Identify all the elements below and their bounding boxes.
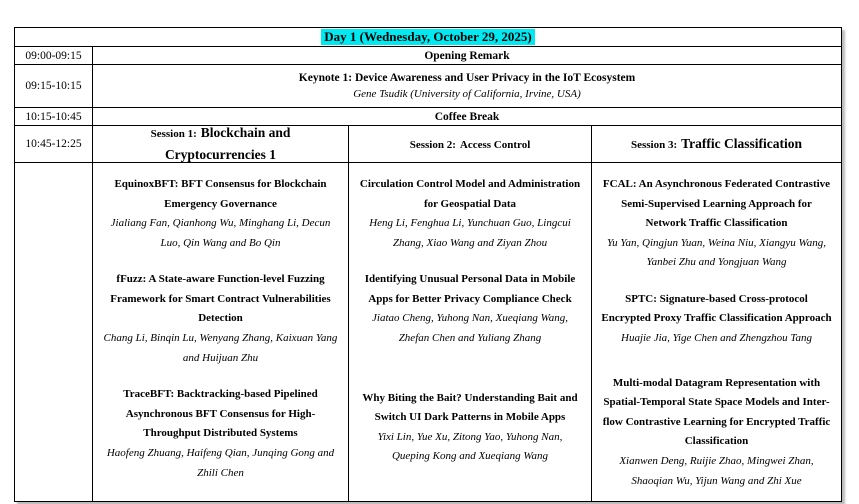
paper-title: FCAL: An Asynchronous Federated Contrastive Semi-Supervised Learning Approach for Network Traffic Classification <box>602 178 831 230</box>
papers-time-empty-cell <box>15 163 93 501</box>
keynote-cell <box>93 65 841 107</box>
time-keynote: 09:15-10:15 <box>15 65 93 107</box>
session-2-header <box>349 126 592 162</box>
day-header-label: Day 1 (Wednesday, October 29, 2025) <box>324 29 532 44</box>
paper <box>601 290 832 349</box>
paper-authors: Huajie Jia, Yige Chen and Zhengzhou Tang <box>621 332 812 345</box>
paper <box>358 270 582 348</box>
paper <box>601 175 832 273</box>
session-3-topic: Traffic Classification <box>681 136 802 152</box>
paper <box>102 270 339 368</box>
session-1-papers-column <box>93 163 349 501</box>
paper <box>601 374 832 491</box>
paper <box>358 175 582 253</box>
coffee-break-title: Coffee Break <box>434 110 500 123</box>
session-2-topic: Access Control <box>459 139 531 152</box>
paper-authors: Jiatao Cheng, Yuhong Nan, Xueqiang Wang, Zhefan Chen and Yuliang Zhang <box>372 312 568 345</box>
session-3-prefix: Session 3: <box>630 139 678 152</box>
time-opening-remark: 09:00-09:15 <box>15 47 93 64</box>
keynote-title: Keynote 1: Device Awareness and User Privacy in the IoT Ecosystem <box>298 71 636 84</box>
paper-title: Multi-modal Datagram Representation with Spatial-Temporal State Space Models and Inter-flow Contrastive Learning for Encrypted Traffic Classification <box>602 376 831 448</box>
paper-authors: Xianwen Deng, Ruijie Zhao, Mingwei Zhan, Shaoqian Wu, Yijun Wang and Zhi Xue <box>619 454 814 487</box>
paper-title: EquinoxBFT: BFT Consensus for Blockchain Emergency Governance <box>114 178 327 210</box>
day-header-highlight <box>321 29 534 45</box>
paper-authors: Yu Yan, Qingjun Yuan, Weina Niu, Xiangyu Wang, Yanbei Zhu and Yongjuan Wang <box>607 236 826 269</box>
papers-row <box>15 163 841 501</box>
keynote-speaker: Gene Tsudik (University of California, Irvine, USA) <box>353 88 581 101</box>
paper-authors: Heng Li, Fenghua Li, Yunchuan Guo, Lingcui Zhang, Xiao Wang and Ziyan Zhou <box>369 217 571 249</box>
paper-title: fFuzz: A State-aware Function-level Fuzzing Framework for Smart Contract Vulnerabilities Detection <box>110 273 331 325</box>
session-1-header <box>93 126 349 162</box>
paper <box>102 175 339 253</box>
session-2-papers-column <box>349 163 592 501</box>
paper <box>358 389 582 467</box>
time-sessions: 10:45-12:25 <box>15 126 93 162</box>
paper-authors: Jialiang Fan, Qianhong Wu, Minghang Li, Decun Luo, Qin Wang and Bo Qin <box>110 217 331 249</box>
paper-title: SPTC: Signature-based Cross-protocol Encrypted Proxy Traffic Classification Approach <box>601 292 832 325</box>
session-1-topic: Blockchain and Cryptocurrencies 1 <box>164 125 291 162</box>
session-2-prefix: Session 2: <box>409 139 456 152</box>
day-header-row <box>15 28 841 47</box>
paper-title: Why Biting the Bait? Understanding Bait and Switch UI Dark Patterns in Mobile Apps <box>362 391 578 424</box>
opening-remark-row <box>15 47 841 65</box>
session-1-prefix: Session 1: <box>150 128 197 141</box>
paper-authors: Chang Li, Binqin Lu, Wenyang Zhang, Kaixuan Yang and Huijuan Zhu <box>103 332 338 364</box>
opening-remark-title: Opening Remark <box>424 49 510 62</box>
day-header-cell <box>15 28 841 46</box>
session-3-header <box>592 126 841 162</box>
time-coffee-break: 10:15-10:45 <box>15 108 93 125</box>
paper-title: Identifying Unusual Personal Data in Mobile Apps for Better Privacy Compliance Check <box>364 273 576 305</box>
schedule-table <box>14 27 842 502</box>
paper <box>102 385 339 483</box>
paper-authors: Haofeng Zhuang, Haifeng Qian, Junqing Gong and Zhili Chen <box>106 446 335 479</box>
session-3-papers-column <box>592 163 841 501</box>
paper-title: Circulation Control Model and Administration for Geospatial Data <box>359 178 581 210</box>
paper-title: TraceBFT: Backtracking-based Pipelined Asynchronous BFT Consensus for High-Throughput Distributed Systems <box>123 388 318 440</box>
keynote-row <box>15 65 841 108</box>
sessions-header-row <box>15 126 841 163</box>
paper-authors: Yixi Lin, Yue Xu, Zitong Yao, Yuhong Nan, Queping Kong and Xueqiang Wang <box>377 430 563 463</box>
